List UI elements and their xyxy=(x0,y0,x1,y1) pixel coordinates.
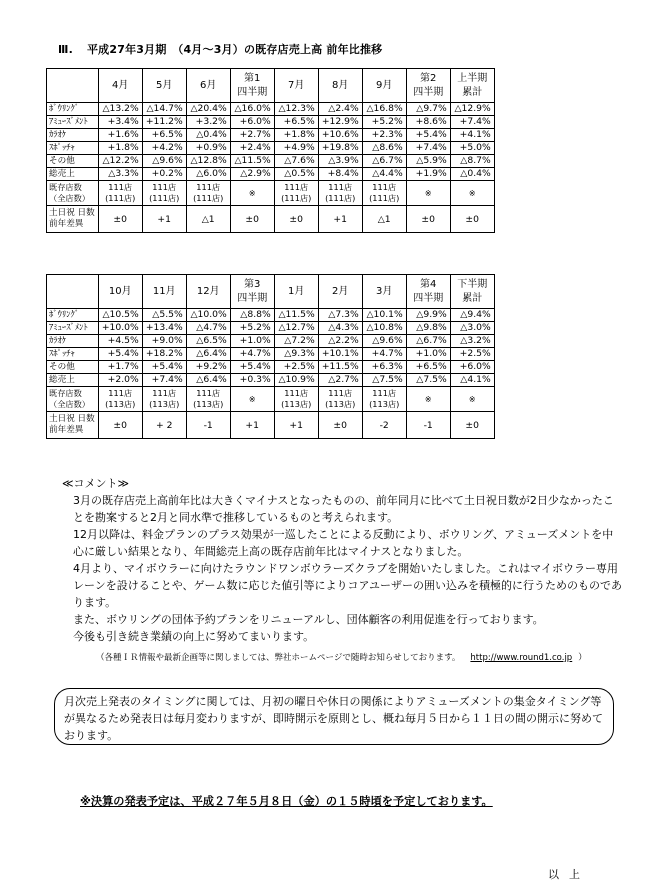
holiday-diff-cell: -1 xyxy=(186,412,230,439)
table-cell: △4.1% xyxy=(450,374,494,387)
column-header-line: 8月 xyxy=(332,79,349,91)
header-row xyxy=(47,69,495,103)
column-header-line: 四半期 xyxy=(413,86,444,98)
table-cell: +10.0% xyxy=(98,322,142,335)
row-label xyxy=(47,206,99,233)
table-cell: △8.6% xyxy=(362,142,406,155)
column-header-line: 累計 xyxy=(462,86,483,98)
table-row xyxy=(47,361,495,374)
holiday-diff-cell: △1 xyxy=(362,206,406,233)
holiday-diff-cell: +1 xyxy=(230,412,274,439)
column-header-line: 5月 xyxy=(156,79,173,91)
holiday-diff-cell: +1 xyxy=(142,206,186,233)
column-header-line: 累計 xyxy=(462,292,483,304)
holiday-diff-cell: ±0 xyxy=(318,412,362,439)
column-header-line: 11月 xyxy=(152,285,176,297)
store-count-cell xyxy=(186,181,230,206)
corner-cell xyxy=(47,275,99,309)
row-label: ｶﾗｵｹ xyxy=(47,335,99,348)
row-label xyxy=(47,412,99,439)
section-heading xyxy=(58,41,382,57)
store-count-line: 111店 xyxy=(372,388,397,398)
row-label: ｶﾗｵｹ xyxy=(47,129,99,142)
holiday-diff-cell: +1 xyxy=(318,206,362,233)
table-cell: △9.7% xyxy=(406,103,450,116)
table-cell: △9.6% xyxy=(362,335,406,348)
column-header xyxy=(406,275,450,309)
store-count-cell xyxy=(362,181,406,206)
comment-title: ≪コメント≫ xyxy=(62,477,130,490)
table-cell: △8.8% xyxy=(230,309,274,322)
row-label-line: （全店数） xyxy=(49,193,90,203)
comment-paragraph: 今後も引き続き業績の向上に努めてまいります。 xyxy=(73,630,315,643)
column-header-line: 9月 xyxy=(376,79,393,91)
table-cell: △16.8% xyxy=(362,103,406,116)
store-count-cell xyxy=(406,387,450,412)
table-cell: △6.7% xyxy=(406,335,450,348)
table-cell: △14.7% xyxy=(142,103,186,116)
table-cell: △7.6% xyxy=(274,155,318,168)
table-cell: △4.7% xyxy=(186,322,230,335)
table-cell: +11.5% xyxy=(318,361,362,374)
table-row xyxy=(47,142,495,155)
column-header-line: 四半期 xyxy=(237,292,268,304)
table-cell: △16.0% xyxy=(230,103,274,116)
holiday-diff-cell: +1 xyxy=(274,412,318,439)
store-count-cell xyxy=(318,387,362,412)
table-cell: +6.0% xyxy=(230,116,274,129)
table-cell: +1.9% xyxy=(406,168,450,181)
store-count-line: (113店) xyxy=(193,399,224,409)
table-cell: +7.4% xyxy=(450,116,494,129)
table-cell: +0.2% xyxy=(142,168,186,181)
column-header xyxy=(142,275,186,309)
column-header xyxy=(142,69,186,103)
table-cell: +6.0% xyxy=(450,361,494,374)
store-count-cell xyxy=(450,181,494,206)
table-row xyxy=(47,374,495,387)
table-cell: △5.5% xyxy=(142,309,186,322)
store-count-cell xyxy=(142,181,186,206)
store-count-line: 111店 xyxy=(284,388,309,398)
holiday-diff-cell: ±0 xyxy=(98,412,142,439)
table-cell: +5.2% xyxy=(230,322,274,335)
store-count-cell xyxy=(98,387,142,412)
column-header xyxy=(186,275,230,309)
row-label-line: 前年差異 xyxy=(49,425,84,435)
row-label-line: 前年差異 xyxy=(49,219,84,229)
table-cell: △9.6% xyxy=(142,155,186,168)
store-count-line: (113店) xyxy=(281,399,312,409)
table-cell: +5.4% xyxy=(98,348,142,361)
store-count-line: (111店) xyxy=(325,193,356,203)
table-cell: △13.2% xyxy=(98,103,142,116)
homepage-link[interactable]: http://www.round1.co.jp xyxy=(470,653,573,663)
column-header xyxy=(450,275,494,309)
row-label: ﾎﾞｳﾘﾝｸﾞ xyxy=(47,103,99,116)
table-cell: △7.2% xyxy=(274,335,318,348)
table-cell: +18.2% xyxy=(142,348,186,361)
store-count-line: ※ xyxy=(248,187,256,198)
table-cell: △7.5% xyxy=(362,374,406,387)
store-count-cell xyxy=(230,387,274,412)
row-label: ｱﾐｭｰｽﾞﾒﾝﾄ xyxy=(47,116,99,129)
table-cell: +2.7% xyxy=(230,129,274,142)
comment-paragraph: 4月より、マイボウラーに向けたラウンドワンボウラーズクラブを開始いたしました。これはマイボウラー専用レーンを設けることや、ゲーム数に応じた値引等によりコアユーザーの囲い込みを積極的に行うためのものであります。 xyxy=(73,562,623,609)
store-count-line: 111店 xyxy=(152,388,177,398)
table-cell: +4.7% xyxy=(362,348,406,361)
store-count-line: 111店 xyxy=(152,182,177,192)
column-header xyxy=(362,69,406,103)
table-row xyxy=(47,335,495,348)
store-count-line: (113店) xyxy=(369,399,400,409)
table-cell: +13.4% xyxy=(142,322,186,335)
holiday-diff-cell: ±0 xyxy=(450,206,494,233)
row-label: ﾎﾞｳﾘﾝｸﾞ xyxy=(47,309,99,322)
column-header-line: 上半期 xyxy=(457,72,488,84)
table-cell: +19.8% xyxy=(318,142,362,155)
table-cell: +6.5% xyxy=(274,116,318,129)
table-cell: △2.7% xyxy=(318,374,362,387)
table-cell: +4.5% xyxy=(98,335,142,348)
column-header-line: 12月 xyxy=(196,285,220,297)
table-cell: △12.3% xyxy=(274,103,318,116)
column-header xyxy=(274,69,318,103)
table-cell: △10.1% xyxy=(362,309,406,322)
table-cell: △9.8% xyxy=(406,322,450,335)
row-label: ｽﾎﾟｯﾁｬ xyxy=(47,348,99,361)
table-cell: +9.2% xyxy=(186,361,230,374)
table-cell: △10.5% xyxy=(98,309,142,322)
store-count-row xyxy=(47,181,495,206)
store-count-line: 111店 xyxy=(372,182,397,192)
table-cell: △3.0% xyxy=(450,322,494,335)
table-cell: +2.4% xyxy=(230,142,274,155)
store-count-line: (111店) xyxy=(193,193,224,203)
table-row xyxy=(47,309,495,322)
table-cell: +5.4% xyxy=(142,361,186,374)
table-cell: +7.4% xyxy=(142,374,186,387)
table-cell: △9.9% xyxy=(406,309,450,322)
column-header xyxy=(186,69,230,103)
ir-note-text: （各種ＩＲ情報や最新企画等に関しましては、弊社ホームページで随時お知らせしております。 xyxy=(96,653,461,663)
table-cell: +2.3% xyxy=(362,129,406,142)
column-header xyxy=(318,69,362,103)
table-cell: △0.4% xyxy=(186,129,230,142)
row-label: その他 xyxy=(47,155,99,168)
store-count-line: (111店) xyxy=(281,193,312,203)
holiday-diff-cell: ±0 xyxy=(98,206,142,233)
table-row xyxy=(47,322,495,335)
table-cell: +0.9% xyxy=(186,142,230,155)
table-cell: △12.8% xyxy=(186,155,230,168)
column-header-line: 四半期 xyxy=(237,86,268,98)
table-cell: +4.1% xyxy=(450,129,494,142)
store-count-cell xyxy=(98,181,142,206)
section-title: 平成27年3月期 （4月～3月）の既存店売上高 前年比推移 xyxy=(86,43,383,56)
column-header-line: 7月 xyxy=(288,79,305,91)
table-cell: △6.7% xyxy=(362,155,406,168)
corner-cell xyxy=(47,69,99,103)
table-cell: +0.3% xyxy=(230,374,274,387)
column-header xyxy=(230,275,274,309)
table-cell: △10.8% xyxy=(362,322,406,335)
column-header-line: 4月 xyxy=(112,79,129,91)
column-header-line: 第4 xyxy=(420,278,437,290)
store-count-cell xyxy=(230,181,274,206)
store-count-line: 111店 xyxy=(196,182,221,192)
holiday-diff-cell: ±0 xyxy=(274,206,318,233)
column-header xyxy=(230,69,274,103)
table-cell: △6.5% xyxy=(186,335,230,348)
table-cell: △4.4% xyxy=(362,168,406,181)
table-row xyxy=(47,103,495,116)
column-header xyxy=(274,275,318,309)
store-count-line: ※ xyxy=(248,393,256,404)
row-label-line: 既存店数 xyxy=(49,182,82,192)
table-cell: △2.2% xyxy=(318,335,362,348)
table-cell: △2.9% xyxy=(230,168,274,181)
table-row xyxy=(47,116,495,129)
store-count-line: 111店 xyxy=(284,182,309,192)
table-cell: △12.2% xyxy=(98,155,142,168)
column-header xyxy=(450,69,494,103)
store-count-line: (111店) xyxy=(149,193,180,203)
table-cell: +4.2% xyxy=(142,142,186,155)
table-row xyxy=(47,168,495,181)
table-cell: △3.3% xyxy=(98,168,142,181)
table-cell: +9.0% xyxy=(142,335,186,348)
table-cell: +1.8% xyxy=(98,142,142,155)
comment-section xyxy=(62,475,622,645)
column-header-line: 下半期 xyxy=(457,278,488,290)
table-cell: +4.7% xyxy=(230,348,274,361)
table-cell: +5.0% xyxy=(450,142,494,155)
column-header-line: 第3 xyxy=(244,278,261,290)
row-label: ｱﾐｭｰｽﾞﾒﾝﾄ xyxy=(47,322,99,335)
table-cell: +6.5% xyxy=(406,361,450,374)
table-cell: △8.7% xyxy=(450,155,494,168)
table-cell: +3.2% xyxy=(186,116,230,129)
table-cell: +5.2% xyxy=(362,116,406,129)
column-header-line: 四半期 xyxy=(413,292,444,304)
table-cell: △6.4% xyxy=(186,374,230,387)
table-cell: +2.5% xyxy=(450,348,494,361)
row-label: 総売上 xyxy=(47,374,99,387)
store-count-line: ※ xyxy=(468,393,476,404)
store-count-line: ※ xyxy=(424,187,432,198)
table-cell: +7.4% xyxy=(406,142,450,155)
table-cell: △11.5% xyxy=(230,155,274,168)
comment-paragraph: また、ボウリングの団体予約プランをリニューアルし、団体顧客の利用促進を行っております。 xyxy=(73,613,544,626)
store-count-row xyxy=(47,387,495,412)
table-cell: △6.0% xyxy=(186,168,230,181)
table-cell: +1.6% xyxy=(98,129,142,142)
holiday-diff-cell: -2 xyxy=(362,412,406,439)
table-cell: △5.9% xyxy=(406,155,450,168)
table-cell: △12.9% xyxy=(450,103,494,116)
table-cell: △3.2% xyxy=(450,335,494,348)
holiday-diff-cell: ±0 xyxy=(450,412,494,439)
store-count-line: (113店) xyxy=(105,399,136,409)
column-header-line: 3月 xyxy=(376,285,393,297)
column-header xyxy=(98,275,142,309)
table-cell: △11.5% xyxy=(274,309,318,322)
row-label: 総売上 xyxy=(47,168,99,181)
table-row xyxy=(47,348,495,361)
store-count-cell xyxy=(142,387,186,412)
table-row xyxy=(47,155,495,168)
column-header xyxy=(406,69,450,103)
holiday-diff-cell: ±0 xyxy=(406,206,450,233)
column-header-line: 6月 xyxy=(200,79,217,91)
table-cell: +1.0% xyxy=(230,335,274,348)
column-header-line: 2月 xyxy=(332,285,349,297)
header-row xyxy=(47,275,495,309)
table-row xyxy=(47,129,495,142)
comment-paragraph: 12月以降は、料金プランのプラス効果が一巡したことによる反動により、ボウリング、アミューズメントを中心に厳しい結果となり、年間総売上高の既存店前年比はマイナスとなりました。 xyxy=(73,528,614,558)
table-cell: +4.9% xyxy=(274,142,318,155)
table-cell: △20.4% xyxy=(186,103,230,116)
table-cell: +1.7% xyxy=(98,361,142,374)
table-cell: +6.5% xyxy=(142,129,186,142)
store-count-cell xyxy=(362,387,406,412)
store-count-line: 111店 xyxy=(328,388,353,398)
column-header xyxy=(362,275,406,309)
closing-mark: 以上 xyxy=(548,868,590,881)
table-cell: △0.4% xyxy=(450,168,494,181)
row-label-line: 既存店数 xyxy=(49,388,82,398)
comment-paragraph: 3月の既存店売上高前年比は大きくマイナスとなったものの、前年同月に比べて土日祝日数が2日少なかったことを勘案すると2月と同水準で推移しているものと考えられます。 xyxy=(73,494,614,524)
table-cell: △0.5% xyxy=(274,168,318,181)
table-cell: +12.9% xyxy=(318,116,362,129)
holiday-diff-cell: ±0 xyxy=(230,206,274,233)
column-header-line: 1月 xyxy=(288,285,305,297)
column-header-line: 第2 xyxy=(420,72,437,84)
table-cell: +2.5% xyxy=(274,361,318,374)
row-label: その他 xyxy=(47,361,99,374)
table-cell: △4.3% xyxy=(318,322,362,335)
store-count-cell xyxy=(274,387,318,412)
row-label xyxy=(47,387,99,412)
store-count-line: 111店 xyxy=(196,388,221,398)
table-cell: △3.9% xyxy=(318,155,362,168)
table-cell: +10.1% xyxy=(318,348,362,361)
release-timing-notice: 月次売上発表のタイミングに関しては、月初の曜日や休日の関係によりアミューズメントの集金タイミング等が異なるため発表日は毎月変わりますが、即時開示を原則とし、概ね毎月５日から１１日の間の開示に努めております。 xyxy=(54,688,614,745)
holiday-diff-row xyxy=(47,206,495,233)
sales-table-second-half xyxy=(46,274,495,439)
store-count-line: 111店 xyxy=(108,388,133,398)
column-header-line: 第1 xyxy=(244,72,261,84)
store-count-cell xyxy=(274,181,318,206)
sales-table-first-half xyxy=(46,68,495,233)
table-cell: +8.6% xyxy=(406,116,450,129)
ir-note xyxy=(96,651,587,663)
row-label xyxy=(47,181,99,206)
store-count-line: ※ xyxy=(424,393,432,404)
table-cell: +10.6% xyxy=(318,129,362,142)
section-number: Ⅲ. xyxy=(58,43,73,56)
earnings-announcement: ※決算の発表予定は、平成２７年５月８日（金）の１５時頃を予定しております。 xyxy=(80,795,493,808)
table-cell: △7.5% xyxy=(406,374,450,387)
row-label: ｽﾎﾟｯﾁｬ xyxy=(47,142,99,155)
store-count-line: 111店 xyxy=(328,182,353,192)
table-cell: +3.4% xyxy=(98,116,142,129)
store-count-cell xyxy=(318,181,362,206)
store-count-line: (111店) xyxy=(369,193,400,203)
row-label-line: （全店数） xyxy=(49,399,90,409)
table-cell: +1.0% xyxy=(406,348,450,361)
holiday-diff-cell: -1 xyxy=(406,412,450,439)
table-cell: +1.8% xyxy=(274,129,318,142)
store-count-cell xyxy=(186,387,230,412)
store-count-line: (111店) xyxy=(105,193,136,203)
table-cell: △10.9% xyxy=(274,374,318,387)
column-header xyxy=(318,275,362,309)
table-cell: +11.2% xyxy=(142,116,186,129)
store-count-cell xyxy=(406,181,450,206)
table-cell: △2.4% xyxy=(318,103,362,116)
table-cell: +5.4% xyxy=(406,129,450,142)
table-cell: △9.4% xyxy=(450,309,494,322)
table-cell: △10.0% xyxy=(186,309,230,322)
table-cell: +6.3% xyxy=(362,361,406,374)
table-cell: △12.7% xyxy=(274,322,318,335)
store-count-cell xyxy=(450,387,494,412)
holiday-diff-row xyxy=(47,412,495,439)
store-count-line: (113店) xyxy=(325,399,356,409)
table-cell: △9.3% xyxy=(274,348,318,361)
table-cell: +8.4% xyxy=(318,168,362,181)
row-label-line: 土日祝 日数 xyxy=(49,208,95,218)
table-cell: △7.3% xyxy=(318,309,362,322)
table-cell: +2.0% xyxy=(98,374,142,387)
column-header-line: 10月 xyxy=(108,285,132,297)
store-count-line: 111店 xyxy=(108,182,133,192)
table-cell: △6.4% xyxy=(186,348,230,361)
holiday-diff-cell: △1 xyxy=(186,206,230,233)
store-count-line: (113店) xyxy=(149,399,180,409)
store-count-line: ※ xyxy=(468,187,476,198)
holiday-diff-cell: + 2 xyxy=(142,412,186,439)
table-cell: +5.4% xyxy=(230,361,274,374)
ir-note-close: ） xyxy=(578,653,587,663)
row-label-line: 土日祝 日数 xyxy=(49,414,95,424)
column-header xyxy=(98,69,142,103)
